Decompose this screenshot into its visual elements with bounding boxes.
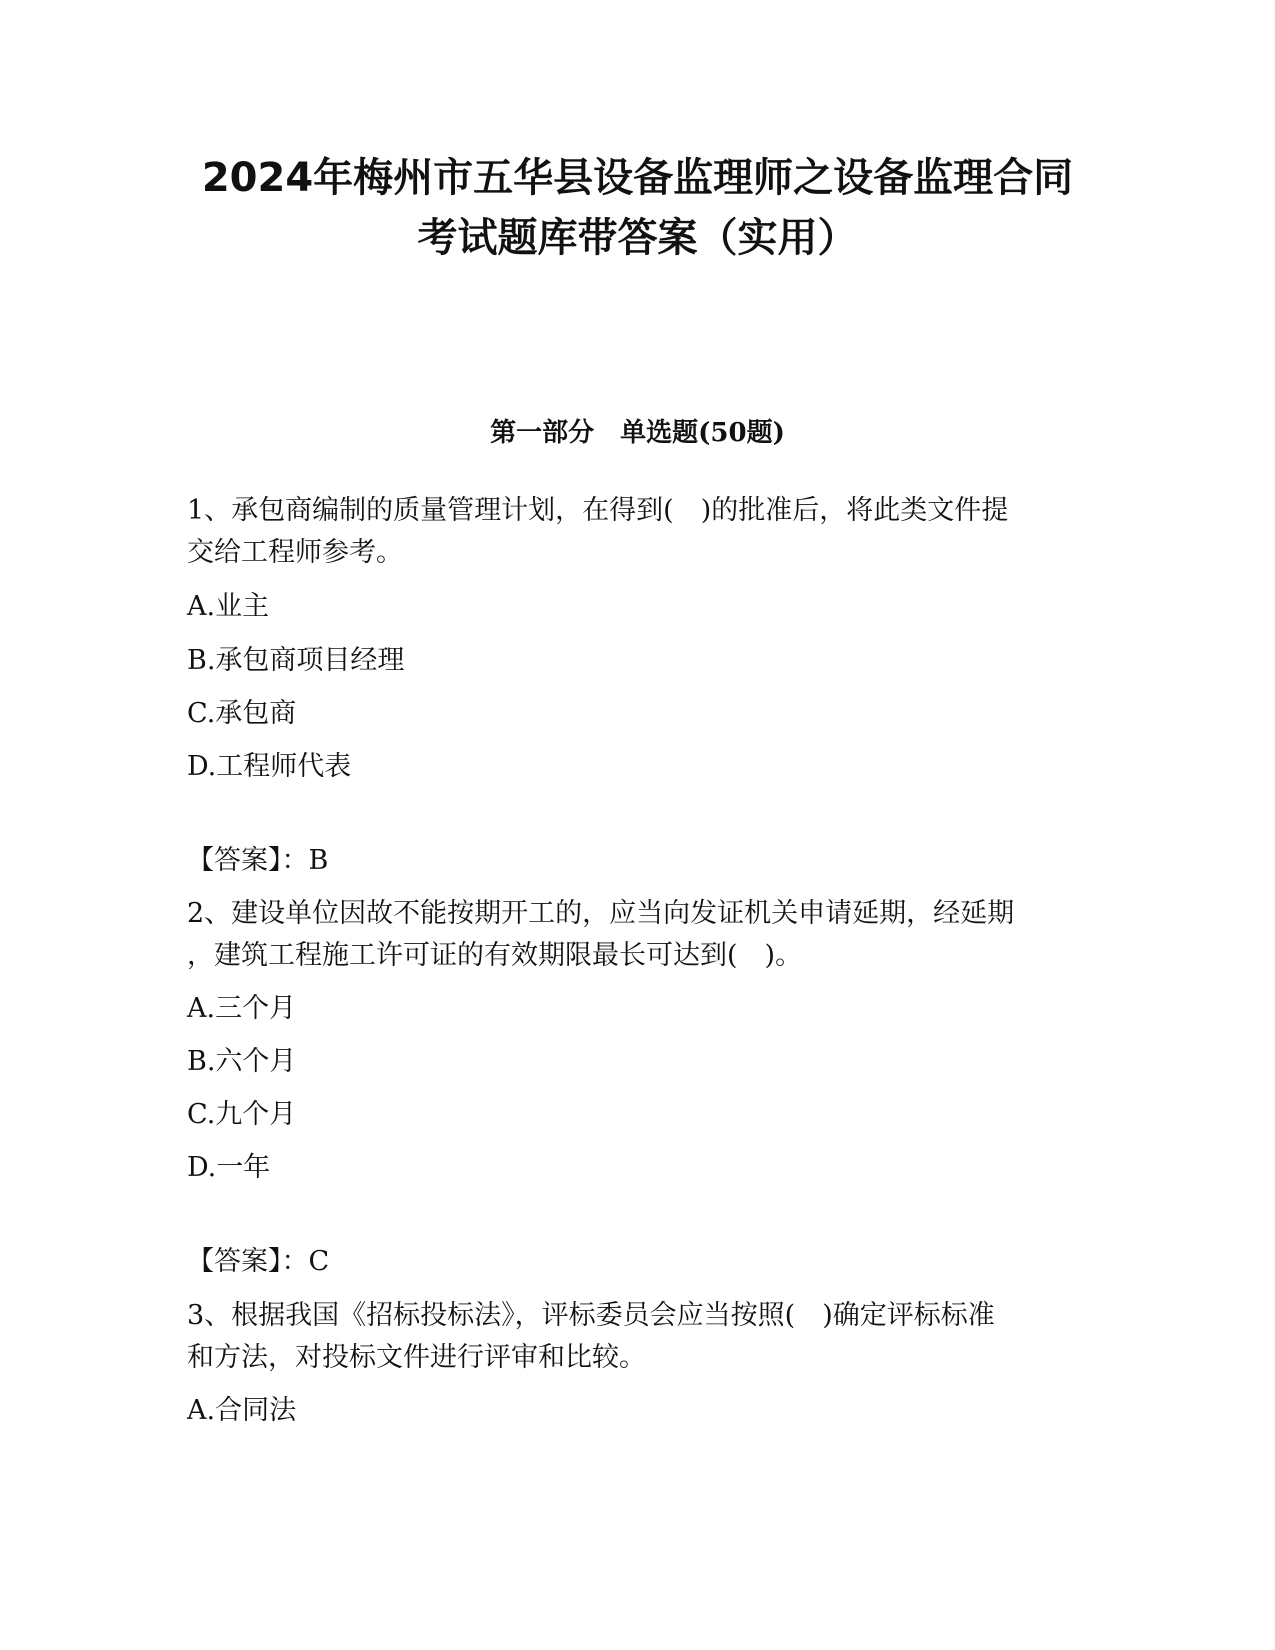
question-1-option-b: B.承包商项目经理 [187,645,405,676]
question-2-option-d: D.一年 [187,1152,271,1183]
question-1-answer: 【答案】：B [187,845,329,876]
question-1-option-d: D.工程师代表 [187,751,352,782]
question-2-option-c: C.九个月 [187,1099,297,1130]
question-1-option-a: A.业主 [187,591,270,622]
question-3-stem-line-2: 和方法，对投标文件进行评审和比较。 [187,1342,646,1373]
section-heading: 第一部分 单选题(50题) [490,418,785,448]
question-2-stem-line-1: 2、建设单位因故不能按期开工的，应当向发证机关申请延期，经延期 [187,898,1015,929]
question-3-stem-line-1: 3、根据我国《招标投标法》，评标委员会应当按照( )确定评标标准 [187,1300,995,1331]
question-2-option-a: A.三个月 [187,993,297,1024]
document-title-line-2: 考试题库带答案（实用） [417,215,858,261]
question-1-option-c: C.承包商 [187,698,297,729]
question-3-option-a: A.合同法 [187,1395,297,1426]
question-2-answer: 【答案】：C [187,1246,330,1277]
question-1-stem-line-2: 交给工程师参考。 [187,537,403,568]
question-1-stem-line-1: 1、承包商编制的质量管理计划，在得到( )的批准后，将此类文件提 [187,495,1009,526]
document-title-line-1: 2024年梅州市五华县设备监理师之设备监理合同 [201,155,1074,201]
question-2-option-b: B.六个月 [187,1046,297,1077]
question-2-stem-line-2: ，建筑工程施工许可证的有效期限最长可达到( )。 [187,940,803,971]
